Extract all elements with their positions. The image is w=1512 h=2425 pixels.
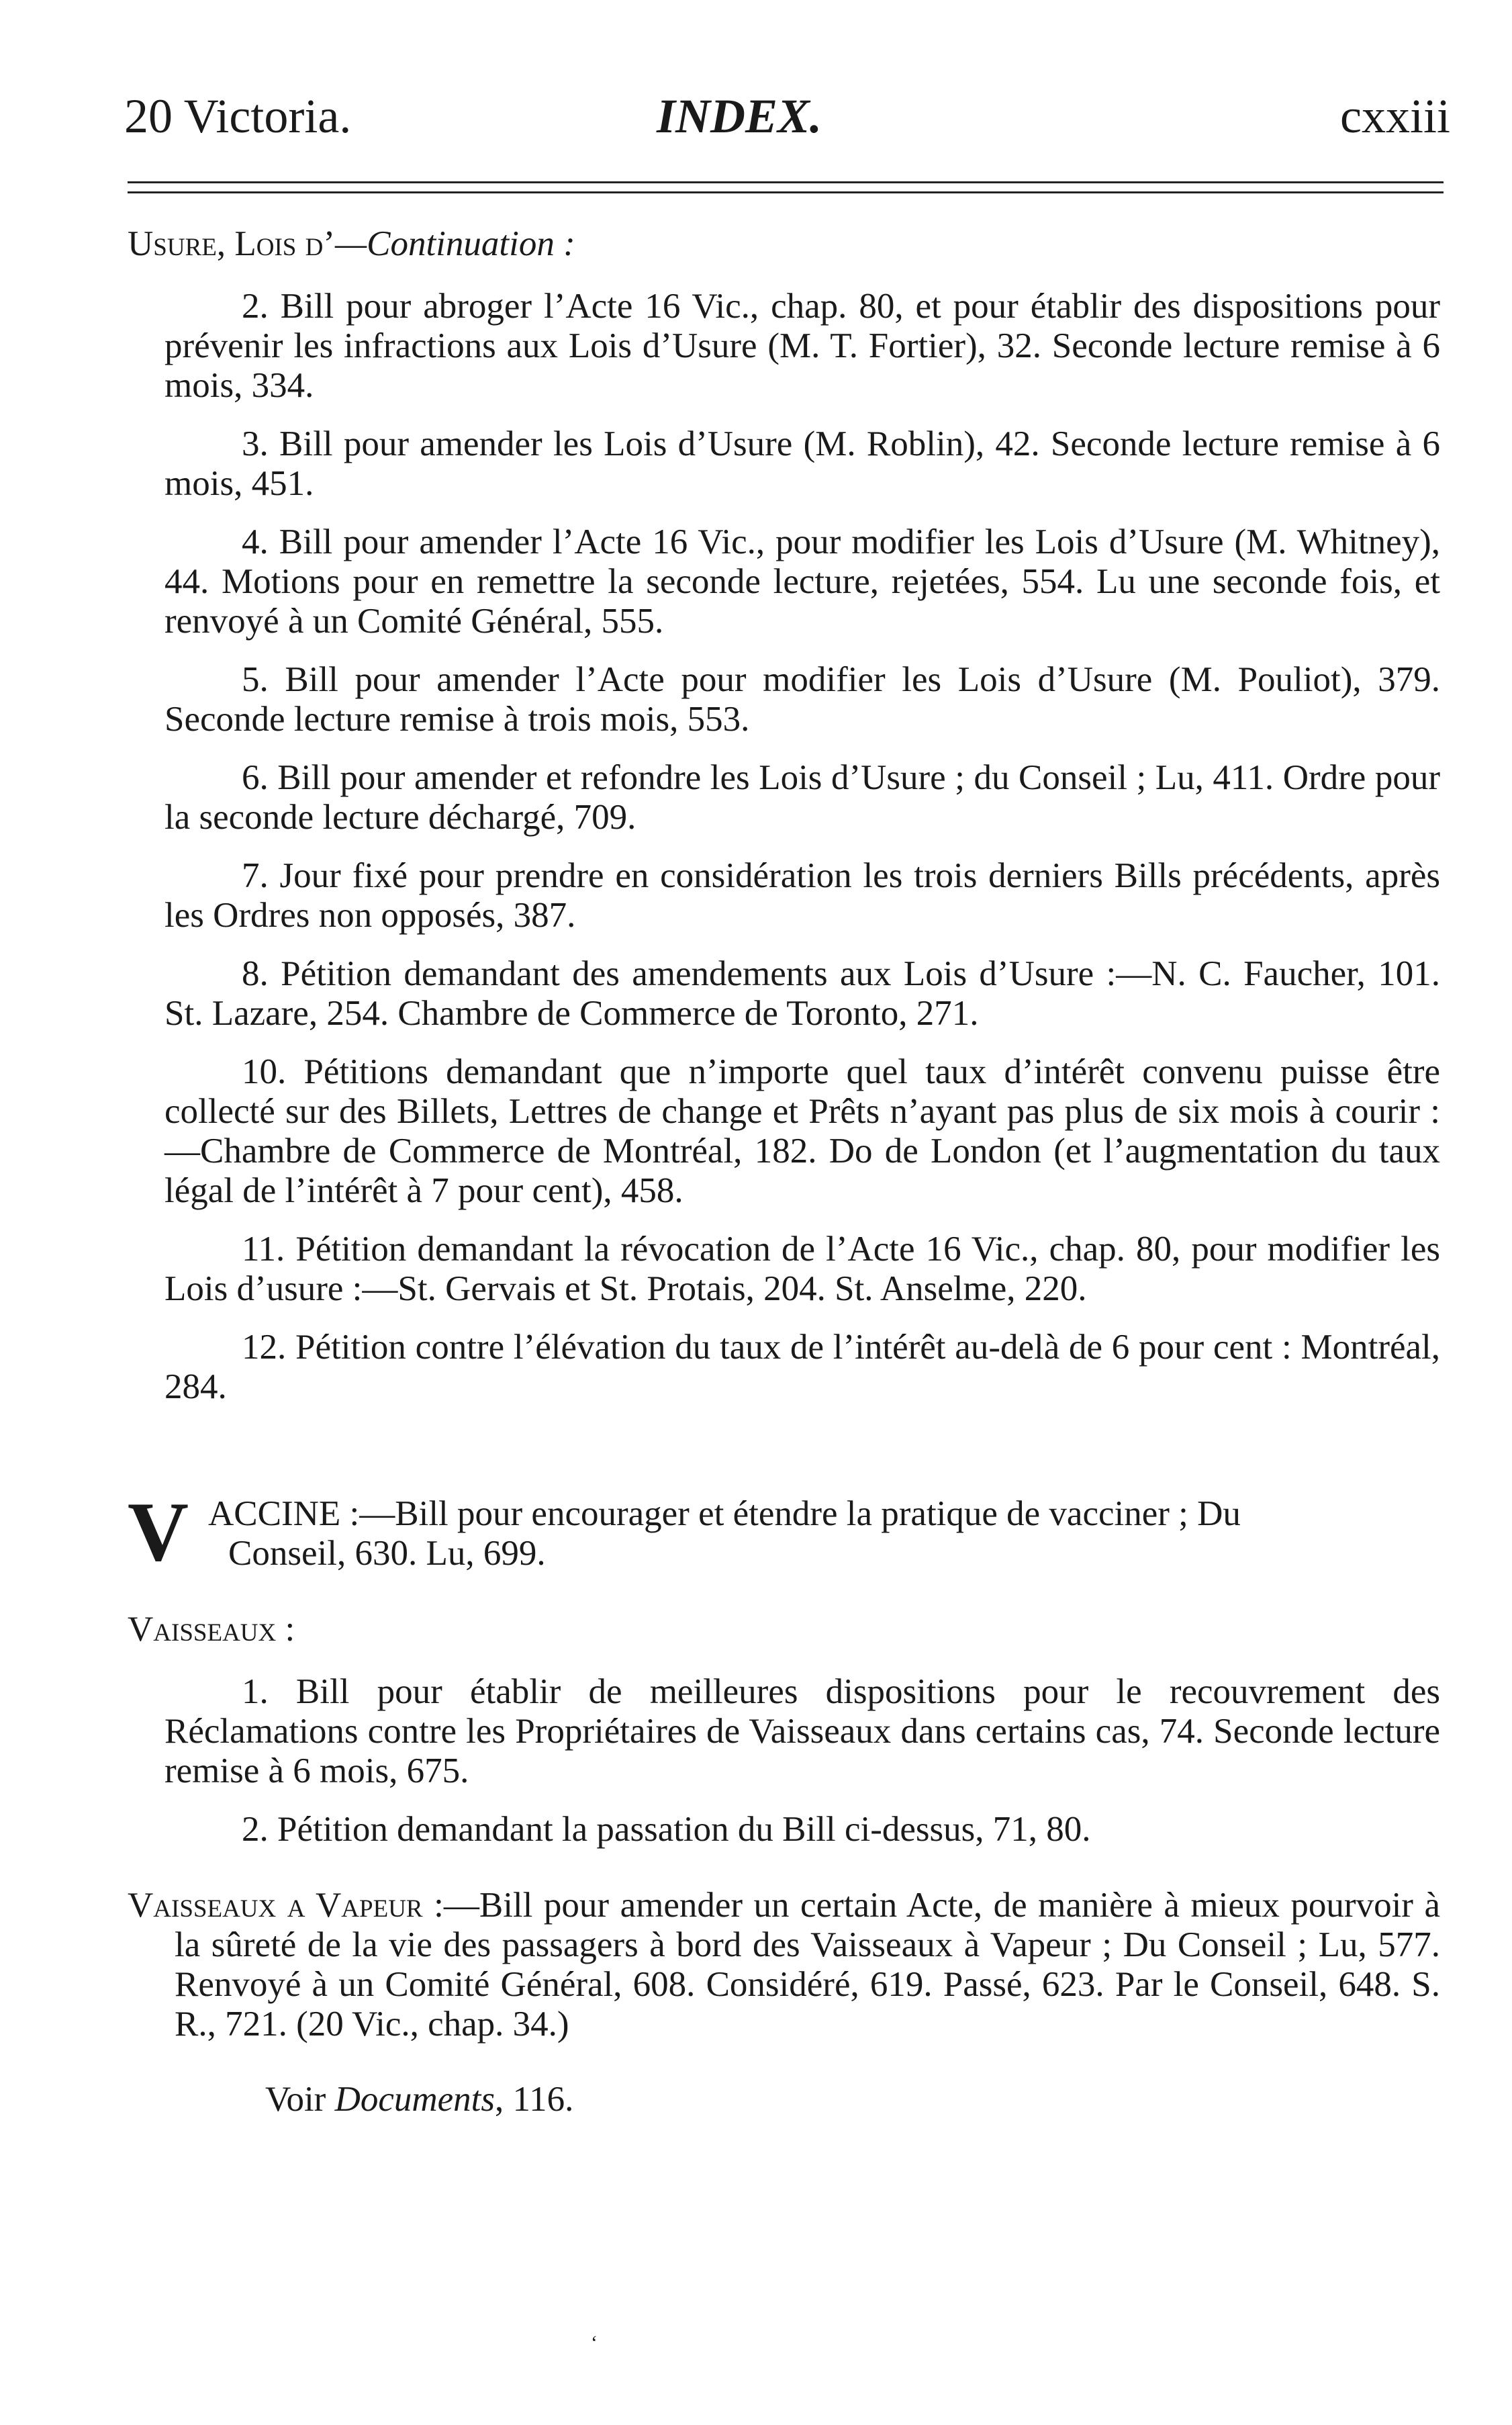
usure-entry-8: 8. Pétition demandant des amendements aux Lois d’Usure :—N. C. Faucher, 101. St. Lazare, 254. Chambre de Commerce de Toronto, 271. [164, 954, 1440, 1033]
header-rule-top [128, 181, 1444, 183]
vaisseaux-heading-text: Vaisseaux : [128, 1610, 295, 1649]
running-header [124, 79, 1450, 153]
voir-page: , 116. [495, 2080, 574, 2119]
usure-entry-5: 5. Bill pour amender l’Acte pour modifier les Lois d’Usure (M. Pouliot), 379. Seconde lecture remise à trois mois, 553. [164, 660, 1440, 739]
usure-entry-12: 12. Pétition contre l’élévation du taux de l’intérêt au-delà de 6 pour cent : Montréal, 284. [164, 1328, 1440, 1406]
voir-documents-link: Documents [334, 2080, 495, 2119]
vaccine-entry [128, 1485, 1440, 1579]
usure-entry-6: 6. Bill pour amender et refondre les Lois d’Usure ; du Conseil ; Lu, 411. Ordre pour la seconde lecture déchargé, 709. [164, 758, 1440, 837]
header-page-number: cxxiii [1340, 89, 1450, 143]
header-rule-bottom [128, 191, 1444, 193]
vaisseaux-vapeur-entry [128, 1886, 1440, 2044]
vaccine-dropcap: V [128, 1485, 189, 1579]
footer-printer-mark: ‘ [591, 2332, 598, 2354]
vaisseaux-vapeur-heading: Vaisseaux a Vapeur [128, 1886, 423, 1925]
usure-heading [128, 224, 1440, 264]
usure-entry-3: 3. Bill pour amender les Lois d’Usure (M. Roblin), 42. Seconde lecture remise à 6 mois, 451. [164, 424, 1440, 503]
usure-heading-main: Usure, Lois d’ [128, 224, 335, 263]
vaisseaux-vapeur-text: :—Bill pour amender un certain Acte, de manière à mieux pourvoir à la sûreté de la vie des passagers à bord des Vaisseaux à Vapeur ; Du Conseil ; Lu, 577. Renvoyé à un Comité Général, 608. Considéré, 619. Passé, 623. Par le Conseil, 648. S. R., 721. (20 Vic., chap. 34.) [175, 1886, 1440, 2044]
vaccine-line-1: ACCINE :—Bill pour encourager et étendre la pratique de vacciner ; Du [208, 1494, 1241, 1533]
vaccine-section [128, 1485, 1440, 1579]
usure-heading-continuation: —Continuation : [334, 224, 575, 263]
usure-entry-2: 2. Bill pour abroger l’Acte 16 Vic., chap. 80, et pour établir des dispositions pour prévenir les infractions aux Lois d’Usure (M. T. Fortier), 32. Seconde lecture remise à 6 mois, 334. [164, 287, 1440, 405]
voir-documents [128, 2080, 1440, 2119]
vaisseaux-entry-2: 2. Pétition demandant la passation du Bill ci-dessus, 71, 80. [242, 1810, 1091, 1849]
voir-prefix: Voir [265, 2080, 335, 2119]
header-title: INDEX. [657, 89, 822, 143]
header-year: 20 Victoria. [124, 89, 352, 143]
vaisseaux-heading [128, 1610, 1440, 1649]
usure-entry-10: 10. Pétitions demandant que n’importe quel taux d’intérêt convenu puisse être collecté sur des Billets, Lettres de change et Prêts n’ayant pas plus de six mois à courir :—Chambre de Commerce de Montréal, 182. Do de London (et l’augmentation du taux légal de l’intérêt à 7 pour cent), 458. [164, 1052, 1440, 1210]
usure-entry-4: 4. Bill pour amender l’Acte 16 Vic., pour modifier les Lois d’Usure (M. Whitney), 44. Motions pour en remettre la seconde lecture, rejetées, 554. Lu une seconde fois, et renvoyé à un Comité Général, 555. [164, 522, 1440, 641]
index-body [128, 215, 1440, 2119]
usure-entry-11: 11. Pétition demandant la révocation de l’Acte 16 Vic., chap. 80, pour modifier les Lois d’usure :—St. Gervais et St. Protais, 204. St. Anselme, 220. [164, 1230, 1440, 1308]
vaisseaux-entry-1: 1. Bill pour établir de meilleures dispositions pour le recouvrement des Réclamations contre les Propriétaires de Vaisseaux dans certains cas, 74. Seconde lecture remise à 6 mois, 675. [164, 1672, 1440, 1790]
usure-entry-7: 7. Jour fixé pour prendre en considération les trois derniers Bills précédents, après les Ordres non opposés, 387. [164, 856, 1440, 935]
vaccine-line-2: Conseil, 630. Lu, 699. [228, 1534, 546, 1573]
